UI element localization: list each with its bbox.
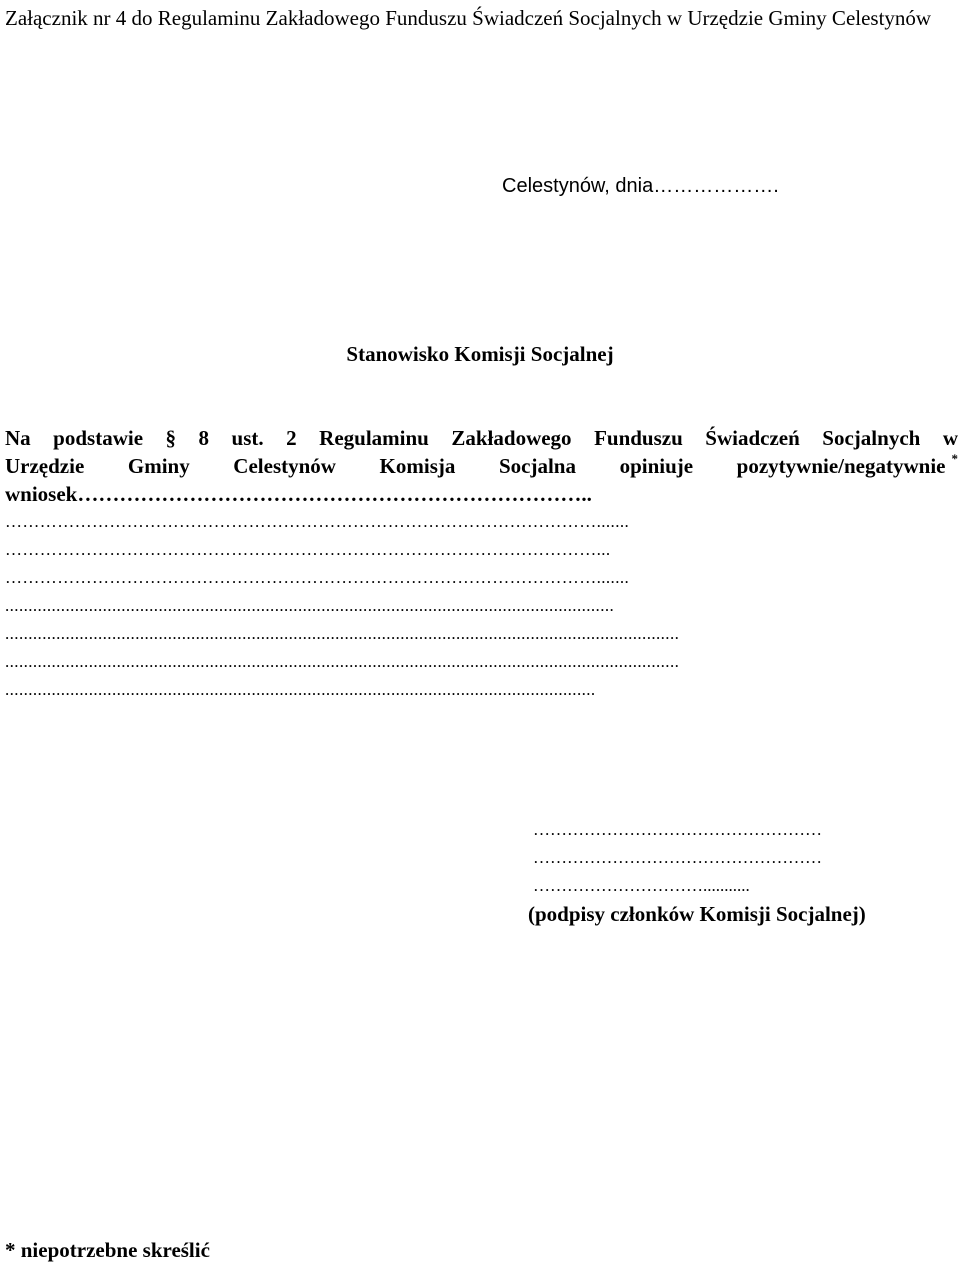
- footnote: * niepotrzebne skreślić: [5, 1238, 210, 1262]
- signature-caption: (podpisy członków Komisji Socjalnej): [528, 902, 866, 926]
- body-line-1: Na podstawie § 8 ust. 2 Regulaminu Zakładowego Funduszu Świadczeń Socjalnych w: [5, 426, 958, 450]
- document-title: Stanowisko Komisji Socjalnej: [346, 342, 614, 366]
- signature-line-3: …………………………...........: [533, 876, 750, 895]
- footnote-mark: *: [951, 451, 958, 466]
- dotted-line-4: ...................................................................................................................................: [5, 596, 615, 615]
- body-line-2: [5, 452, 958, 483]
- signature-line-2: ……………………………………………: [533, 848, 822, 867]
- place-and-date: Celestynów, dnia……………….: [502, 175, 779, 197]
- body-line-2-text: Urzędzie Gminy Celestynów Komisja Socjalna opiniuje pozytywnie/negatywnie: [5, 454, 946, 478]
- dotted-line-1: ………………………………………………………………………………………….......: [5, 512, 630, 531]
- dotted-line-3: ………………………………………………………………………………………….......: [5, 568, 630, 587]
- dotted-line-6: .................................................................................................................................................: [5, 652, 680, 671]
- signature-line-1: ……………………………………………: [533, 820, 822, 839]
- dotted-line-5: .................................................................................................................................................: [5, 624, 680, 643]
- dotted-line-2: …………………………………………………………………………………………...: [5, 540, 611, 559]
- dotted-line-7: ...............................................................................................................................: [5, 680, 596, 699]
- body-line-3: wniosek………………………………………………………………..: [5, 482, 592, 506]
- document-header: Załącznik nr 4 do Regulaminu Zakładowego Funduszu Świadczeń Socjalnych w Urzędzie Gminy Celestynów: [5, 6, 932, 30]
